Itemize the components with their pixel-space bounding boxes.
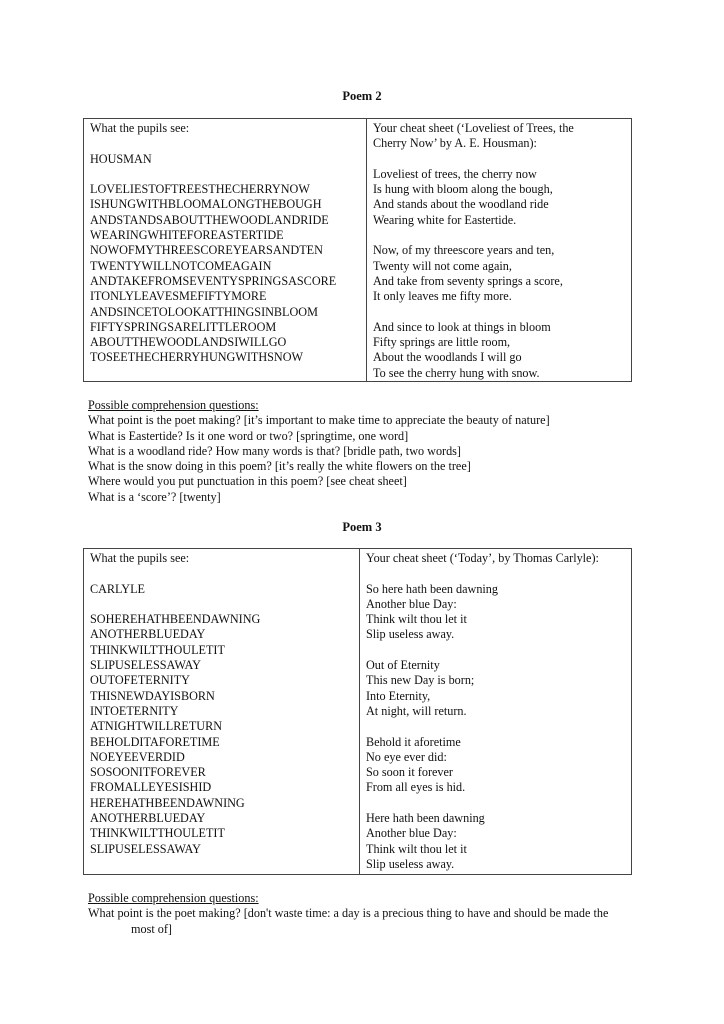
poem-2-pupils-lines xyxy=(90,136,360,365)
poem-2-pupils-line: FIFTYSPRINGSARELITTLEROOM xyxy=(90,319,277,334)
poem-3-cheat-line xyxy=(366,719,625,734)
poem-3-question: What point is the poet making? [don't waste time: a day is a precious thing to have and should be made the most of] xyxy=(88,906,609,936)
poem-3-cheat-line: Another blue Day: xyxy=(366,596,457,611)
poem-2-cheat-line: Is hung with bloom along the bough, xyxy=(373,182,553,197)
poem-3-questions-heading: Possible comprehension questions: xyxy=(88,891,259,905)
poem-3-cheat-line: Here hath been dawning xyxy=(366,811,485,826)
poem-3-pupils-header: What the pupils see: xyxy=(90,551,190,565)
poem-3-cheat-line: Slip useless away. xyxy=(366,856,455,871)
poem-2-cheat-line: And since to look at things in bloom xyxy=(373,319,551,334)
poem-3-pupils-line: THISNEWDAYISBORN xyxy=(90,688,215,703)
poem-3-cheat-column xyxy=(360,549,632,875)
poem-2-question: Where would you put punctuation in this poem? [see cheat sheet] xyxy=(88,474,407,489)
poem-3-cheat-line: Behold it aforetime xyxy=(366,734,461,749)
poem-3-pupils-line: OUTOFETERNITY xyxy=(90,673,190,688)
poem-2-question: What is a ‘score’? [twenty] xyxy=(88,489,221,504)
poem-3-pupils-line: BEHOLDITAFORETIME xyxy=(90,734,220,749)
poem-2-cheat-line xyxy=(373,228,625,243)
poem-3-cheat-line: Think wilt thou let it xyxy=(366,841,467,856)
poem-3-pupils-line: NOEYEEVERDID xyxy=(90,749,185,764)
poem-3-pupils-lines xyxy=(90,566,353,857)
poem-3-pupils-line: INTOETERNITY xyxy=(90,703,179,718)
poem-2-pupils-line: ISHUNGWITHBLOOMALONGTHEBOUGH xyxy=(90,197,322,212)
poem-3-cheat-header: Your cheat sheet (‘Today’, by Thomas Carlyle): xyxy=(366,551,599,565)
poem-2-cheat-line xyxy=(373,305,625,320)
poem-2-cheat-header-line-1: Your cheat sheet (‘Loveliest of Trees, the xyxy=(373,121,574,135)
poem-2-pupils-line xyxy=(90,136,360,151)
poem-3-cheat-line: So here hath been dawning xyxy=(366,581,498,596)
poem-2-cheat-line: About the woodlands I will go xyxy=(373,350,522,365)
poem-2-title: Poem 2 xyxy=(342,89,382,103)
poem-2-cheat-header-line-2: Cherry Now’ by A. E. Housman): xyxy=(373,136,537,151)
poem-3-pupils-line xyxy=(90,566,353,581)
poem-2-cheat-line: Now, of my threescore years and ten, xyxy=(373,243,555,258)
poem-2-question-list xyxy=(88,413,648,505)
poem-2-cheat-lines xyxy=(373,152,625,381)
poem-3-cheat-line: Another blue Day: xyxy=(366,826,457,841)
poem-3-cheat-line xyxy=(366,643,625,658)
poem-3-cheat-line: At night, will return. xyxy=(366,703,467,718)
poem-2-pupils-line: TWENTYWILLNOTCOMEAGAIN xyxy=(90,258,272,273)
poem-3-cheat-line: Into Eternity, xyxy=(366,688,431,703)
poem-2-pupils-line: ITONLYLEAVESMEFIFTYMORE xyxy=(90,289,267,304)
poem-3-table xyxy=(83,548,632,875)
poem-3-pupils-column xyxy=(84,549,360,875)
poem-2-cheat-line xyxy=(373,152,625,167)
poem-3-pupils-line: SOSOONITFOREVER xyxy=(90,765,206,780)
poem-2-pupils-line: ABOUTTHEWOODLANDSIWILLGO xyxy=(90,335,287,350)
poem-2-cheat-line: And take from seventy springs a score, xyxy=(373,273,563,288)
poem-2-cheat-line: To see the cherry hung with snow. xyxy=(373,365,540,380)
poem-2-cheat-line: Loveliest of trees, the cherry now xyxy=(373,166,537,181)
poem-3-cheat-line: No eye ever did: xyxy=(366,749,447,764)
poem-2-cheat-line: Wearing white for Eastertide. xyxy=(373,212,517,227)
poem-3-title: Poem 3 xyxy=(342,520,382,534)
poem-2-questions-heading: Possible comprehension questions: xyxy=(88,398,259,412)
poem-2-question: What is Eastertide? Is it one word or two? [springtime, one word] xyxy=(88,428,409,443)
poem-2-pupils-column xyxy=(84,119,367,382)
poem-2-pupils-line: TOSEETHECHERRYHUNGWITHSNOW xyxy=(90,350,304,365)
poem-2-pupils-line: ANDTAKEFROMSEVENTYSPRINGSASCORE xyxy=(90,273,337,288)
poem-2-cheat-line: And stands about the woodland ride xyxy=(373,197,549,212)
poem-3-cheat-line: This new Day is born; xyxy=(366,673,475,688)
poem-2-pupils-line: HOUSMAN xyxy=(90,151,152,166)
poem-2-table xyxy=(83,118,632,382)
poem-2-cheat-line: It only leaves me fifty more. xyxy=(373,289,512,304)
poem-3-cheat-line xyxy=(366,566,625,581)
poem-2-question: What is a woodland ride? How many words is that? [bridle path, two words] xyxy=(88,443,461,458)
poem-3-cheat-line: From all eyes is hid. xyxy=(366,780,466,795)
poem-3-cheat-line: Out of Eternity xyxy=(366,658,440,673)
poem-3-pupils-line: SLIPUSELESSAWAY xyxy=(90,841,201,856)
poem-2-question: What point is the poet making? [it’s important to make time to appreciate the beauty of nature] xyxy=(88,413,550,428)
poem-3-cheat-line xyxy=(366,796,625,811)
poem-2-cheat-line: Twenty will not come again, xyxy=(373,258,512,273)
poem-2-cheat-column xyxy=(367,119,632,382)
poem-2-pupils-line: ANDSTANDSABOUTTHEWOODLANDRIDE xyxy=(90,212,329,227)
poem-2-pupils-line: NOWOFMYTHREESCOREYEARSANDTEN xyxy=(90,243,323,258)
poem-3-pupils-line: CARLYLE xyxy=(90,581,145,596)
poem-3-pupils-line: ANOTHERBLUEDAY xyxy=(90,811,206,826)
poem-3-pupils-line: ANOTHERBLUEDAY xyxy=(90,627,206,642)
poem-2-pupils-line: ANDSINCETOLOOKATTHINGSINBLOOM xyxy=(90,304,318,319)
poem-3-pupils-line: THINKWILTTHOULETIT xyxy=(90,642,225,657)
poem-3-cheat-line: Think wilt thou let it xyxy=(366,612,467,627)
poem-2-pupils-line xyxy=(90,167,360,182)
poem-2-questions xyxy=(88,398,648,505)
poem-2-pupils-line: LOVELIESTOFTREESTHECHERRYNOW xyxy=(90,182,310,197)
poem-2-pupils-line: WEARINGWHITEFOREASTERTIDE xyxy=(90,228,284,243)
poem-3-cheat-lines xyxy=(366,566,625,872)
poem-2-pupils-header: What the pupils see: xyxy=(90,121,190,135)
poem-3-questions xyxy=(88,891,618,937)
poem-2-question: What is the snow doing in this poem? [it’s really the white flowers on the tree] xyxy=(88,459,471,474)
poem-3-pupils-line: FROMALLEYESISHID xyxy=(90,780,212,795)
poem-3-pupils-line: HEREHATHBEENDAWNING xyxy=(90,795,245,810)
poem-2-cheat-line: Fifty springs are little room, xyxy=(373,335,511,350)
poem-3-pupils-line: THINKWILTTHOULETIT xyxy=(90,826,225,841)
poem-3-cheat-line: So soon it forever xyxy=(366,765,453,780)
poem-3-pupils-line: ATNIGHTWILLRETURN xyxy=(90,719,223,734)
poem-3-pupils-line: SLIPUSELESSAWAY xyxy=(90,658,201,673)
poem-3-cheat-line: Slip useless away. xyxy=(366,627,455,642)
poem-3-pupils-line xyxy=(90,597,353,612)
poem-3-question-list xyxy=(88,906,618,937)
poem-3-pupils-line: SOHEREHATHBEENDAWNING xyxy=(90,612,261,627)
